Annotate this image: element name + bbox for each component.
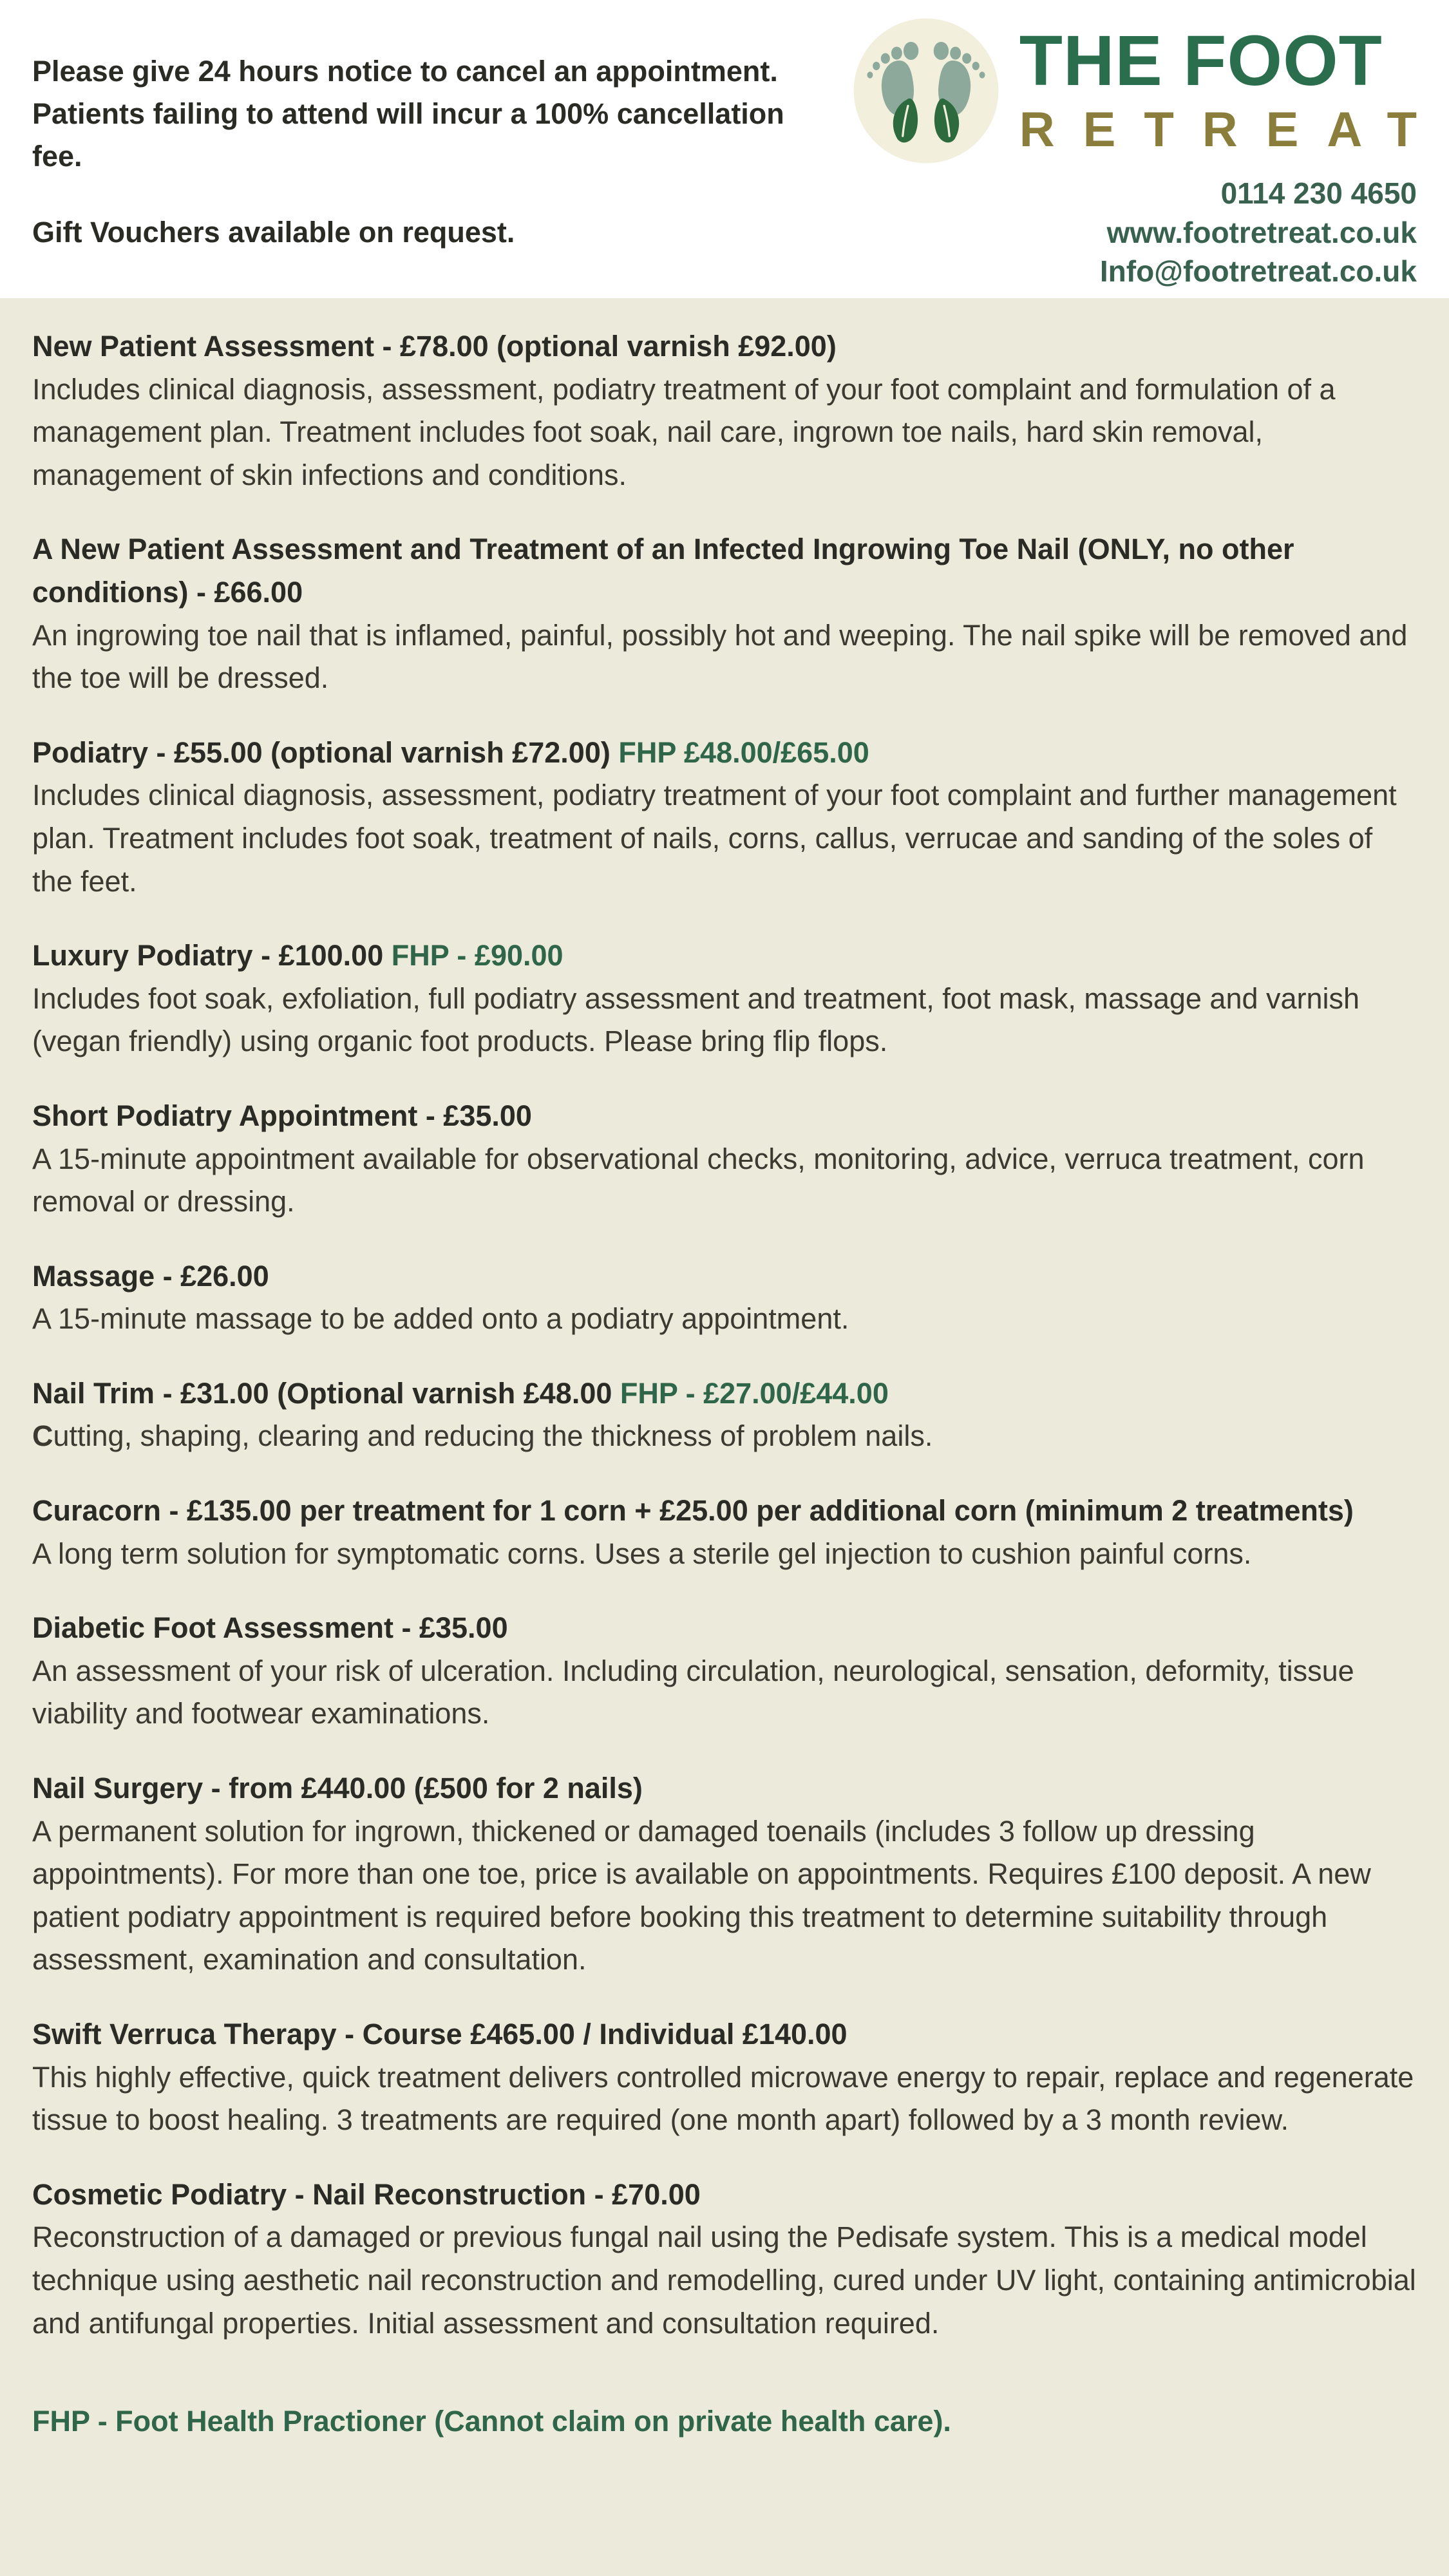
header <box>0 0 1449 298</box>
service-item <box>32 1767 1417 1982</box>
service-description: Includes clinical diagnosis, assessment, podiatry treatment of your foot complaint and formulation of a management plan. Treatment includes foot soak, nail care, ingrown toe nails, hard skin removal, management of skin infections and conditions. <box>32 372 1336 491</box>
brand-row <box>851 15 1445 166</box>
brand-block <box>851 0 1445 298</box>
brand-name-line1: THE FOOT <box>1019 21 1383 101</box>
service-title: Nail Trim - £31.00 (Optional varnish £48.00 FHP - £27.00/£44.00 <box>32 1376 889 1410</box>
brand-name-line2: RETREAT <box>1019 102 1445 158</box>
service-description: An ingrowing toe nail that is inflamed, painful, possibly hot and weeping. The nail spike will be removed and the toe will be dressed. <box>32 618 1408 695</box>
cancellation-notice: Please give 24 hours notice to cancel an appointment. Patients failing to attend will incur a 100% cancellation fee. <box>32 55 784 173</box>
service-title: Podiatry - £55.00 (optional varnish £72.00) FHP £48.00/£65.00 <box>32 735 869 769</box>
notice-block <box>32 0 828 298</box>
service-item <box>32 1372 1417 1458</box>
service-item <box>32 325 1417 497</box>
fhp-footnote: FHP - Foot Health Practioner (Cannot claim on private health care). <box>32 2405 951 2438</box>
service-title: Cosmetic Podiatry - Nail Reconstruction - £70.00 <box>32 2177 701 2211</box>
price-list <box>0 298 1449 2576</box>
brand-wordmark <box>1019 21 1445 158</box>
service-description: A permanent solution for ingrown, thickened or damaged toenails (includes 3 follow up dressing appointments). For more than one toe, price is available on appointments. Requires £100 deposit. A new patient podiatry appointment is required before booking this treatment to determine suitability through assessment, examination and consultation. <box>32 1814 1371 1976</box>
service-item <box>32 1095 1417 1224</box>
website-link[interactable]: www.footretreat.co.uk <box>1106 215 1417 249</box>
service-item <box>32 2174 1417 2345</box>
service-title: A New Patient Assessment and Treatment of an Infected Ingrowing Toe Nail (ONLY, no other conditions) - £66.00 <box>32 533 1294 609</box>
service-item <box>32 528 1417 699</box>
footprints-with-leaves-icon <box>851 15 1001 166</box>
service-item <box>32 1490 1417 1575</box>
service-title: Curacorn - £135.00 per treatment for 1 corn + £25.00 per additional corn (minimum 2 treatments) <box>32 1494 1354 1528</box>
service-item <box>32 732 1417 903</box>
service-description: A long term solution for symptomatic corns. Uses a sterile gel injection to cushion painful corns. <box>32 1537 1252 1570</box>
service-title: Massage - £26.00 <box>32 1259 269 1293</box>
service-item <box>32 934 1417 1063</box>
phone-number: 0114 230 4650 <box>1220 176 1417 210</box>
service-description: Includes foot soak, exfoliation, full podiatry assessment and treatment, foot mask, massage and varnish (vegan friendly) using organic foot products. Please bring flip flops. <box>32 981 1360 1058</box>
service-description: Includes clinical diagnosis, assessment, podiatry treatment of your foot complaint and further management plan. Treatment includes foot soak, treatment of nails, corns, callus, verrucae and sanding of the soles of the feet. <box>32 779 1397 898</box>
service-description: A 15-minute massage to be added onto a podiatry appointment. <box>32 1302 849 1336</box>
service-title: New Patient Assessment - £78.00 (optional varnish £92.00) <box>32 330 837 363</box>
service-description: This highly effective, quick treatment delivers controlled microwave energy to repair, replace and regenerate tissue to boost healing. 3 treatments are required (one month apart) followed by a 3 month review. <box>32 2060 1414 2137</box>
service-title: Short Podiatry Appointment - £35.00 <box>32 1099 532 1132</box>
service-item <box>32 1255 1417 1341</box>
service-item <box>32 2013 1417 2142</box>
service-description: Cutting, shaping, clearing and reducing the thickness of problem nails. <box>32 1419 933 1453</box>
contact-block <box>1100 174 1417 291</box>
email-link[interactable]: Info@footretreat.co.uk <box>1099 254 1417 289</box>
service-title: Luxury Podiatry - £100.00 FHP - £90.00 <box>32 939 564 972</box>
service-description: Reconstruction of a damaged or previous fungal nail using the Pedisafe system. This is a medical model technique using aesthetic nail reconstruction and remodelling, cured under UV light, containing antimicrobial and antifungal properties. Initial assessment and consultation required. <box>32 2221 1416 2340</box>
service-item <box>32 1607 1417 1736</box>
service-title: Swift Verruca Therapy - Course £465.00 / Individual £140.00 <box>32 2018 848 2050</box>
service-title: Nail Surgery - from £440.00 (£500 for 2 nails) <box>32 1772 643 1805</box>
service-description: An assessment of your risk of ulceration. Including circulation, neurological, sensation, deformity, tissue viability and footwear examinations. <box>32 1654 1354 1730</box>
gift-voucher-note: Gift Vouchers available on request. <box>32 216 515 249</box>
service-title: Diabetic Foot Assessment - £35.00 <box>32 1611 508 1645</box>
service-description: A 15-minute appointment available for observational checks, monitoring, advice, verruca treatment, corn removal or dressing. <box>32 1142 1365 1218</box>
